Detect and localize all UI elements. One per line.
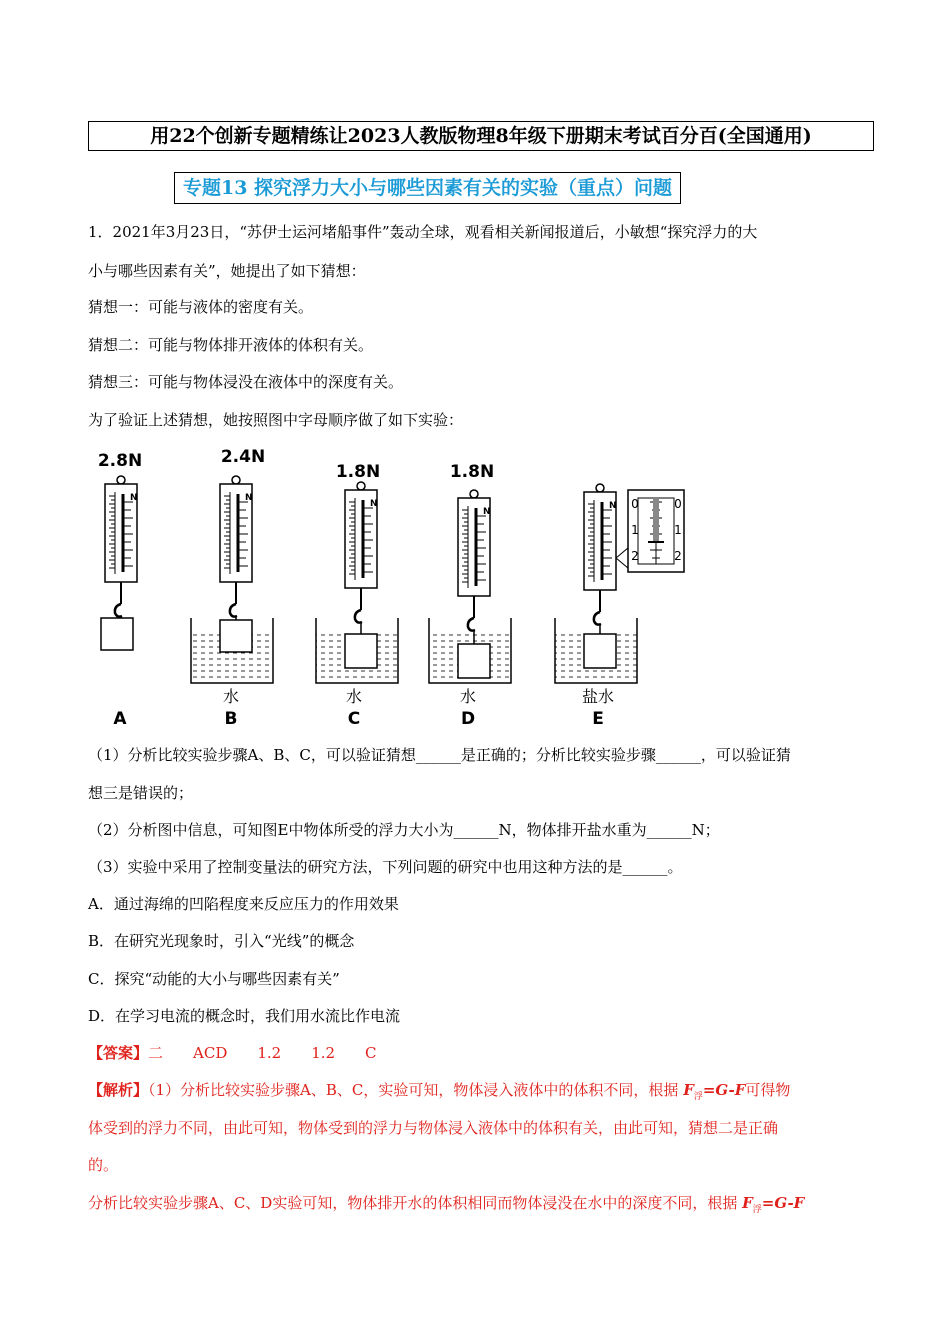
analysis-label: 【解析】 (88, 1081, 149, 1099)
question-stem-line2: 小与哪些因素有关”，她提出了如下猜想： (88, 262, 366, 280)
sub-question-2: （2）分析图中信息，可知图E中物体所受的浮力大小为______N，物体排开盐水重为______N； (88, 821, 720, 839)
letter-e: E (592, 709, 604, 729)
analysis-line1 (88, 1080, 790, 1107)
formula-sub: 浮 (752, 1205, 762, 1215)
unit-d: N (483, 507, 491, 517)
letter-a: A (113, 709, 127, 729)
reading-a: 2.8N (97, 451, 143, 471)
experiment-intro: 为了验证上述猜想，她按照图中字母顺序做了如下实验： (88, 411, 464, 429)
zoom-tick-left-2: 2 (631, 549, 639, 563)
liquid-b: 水 (222, 687, 240, 706)
experiment-figure (88, 440, 688, 730)
zoom-tick-right-1: 1 (674, 523, 682, 537)
sub-question-1-line1: （1）分析比较实验步骤A、B、C，可以验证猜想______是正确的；分析比较实验步骤______，可以验证猜 (88, 746, 791, 764)
liquid-e: 盐水 (581, 687, 615, 706)
reading-b: 2.4N (220, 447, 266, 467)
unit-c: N (370, 499, 378, 509)
analysis-line4 (88, 1193, 804, 1220)
block-d (458, 644, 490, 678)
answer-text: 二 ACD 1.2 1.2 C (148, 1044, 377, 1062)
unit-b: N (245, 493, 253, 503)
sub-question-3: （3）实验中采用了控制变量法的研究方法，下列问题的研究中也用这种方法的是______。 (88, 858, 683, 876)
guess-one: 猜想一：可能与液体的密度有关。 (88, 298, 314, 316)
analysis-text: 可得物 (745, 1081, 791, 1099)
reading-d: 1.8N (449, 462, 495, 482)
option-d: D．在学习电流的概念时，我们用水流比作电流 (88, 1007, 401, 1025)
analysis-text: （1）分析比较实验步骤A、B、C，实验可知，物体浸入液体中的体积不同，根据 (148, 1081, 679, 1099)
zoom-tick-left-1: 1 (631, 523, 639, 537)
formula-eq: =G-F (702, 1081, 746, 1099)
formula-f: F (683, 1081, 694, 1099)
series-title: 用22个创新专题精练让2023人教版物理8年级下册期末考试百分百(全国通用) (88, 121, 874, 151)
block-c (345, 634, 377, 668)
guess-three: 猜想三：可能与物体浸没在液体中的深度有关。 (88, 373, 404, 391)
zoom-tick-right-0: 0 (674, 497, 682, 511)
block-e (584, 634, 616, 668)
letter-c: C (347, 709, 361, 729)
sub-question-1-line2: 想三是错误的； (88, 784, 194, 802)
formula-eq: =G-F (761, 1194, 805, 1212)
answer-line (88, 1043, 377, 1063)
analysis-line2: 体受到的浮力不同，由此可知，物体受到的浮力与物体浸入液体中的体积有关，由此可知，猜想二是正确 (88, 1119, 779, 1137)
analysis-text: 分析比较实验步骤A、C、D实验可知，物体排开水的体积相同而物体浸没在水中的深度不同，根据 (88, 1194, 738, 1212)
reading-c: 1.8N (335, 462, 381, 482)
letter-d: D (460, 709, 476, 729)
liquid-d: 水 (459, 687, 477, 706)
unit-e: N (609, 501, 617, 511)
formula-sub: 浮 (693, 1092, 703, 1102)
letter-b: B (224, 709, 238, 729)
zoom-tick-left-0: 0 (631, 497, 639, 511)
zoom-tick-right-2: 2 (674, 549, 682, 563)
option-c: C．探究“动能的大小与哪些因素有关” (88, 970, 340, 988)
formula-f: F (742, 1194, 753, 1212)
block-a (101, 618, 133, 650)
unit-a: N (130, 493, 138, 503)
analysis-line3: 的。 (88, 1156, 119, 1174)
answer-label: 【答案】 (88, 1044, 149, 1062)
guess-two: 猜想二：可能与物体排开液体的体积有关。 (88, 336, 374, 354)
option-a: A．通过海绵的凹陷程度来反应压力的作用效果 (88, 895, 399, 913)
liquid-c: 水 (345, 687, 363, 706)
option-b: B．在研究光现象时，引入“光线”的概念 (88, 932, 355, 950)
question-stem-line1: 1．2021年3月23日，“苏伊士运河堵船事件”轰动全球，观看相关新闻报道后，小敏想“探究浮力的大 (88, 223, 758, 241)
topic-title: 专题13 探究浮力大小与哪些因素有关的实验（重点）问题 (174, 172, 681, 204)
block-b (220, 620, 252, 652)
